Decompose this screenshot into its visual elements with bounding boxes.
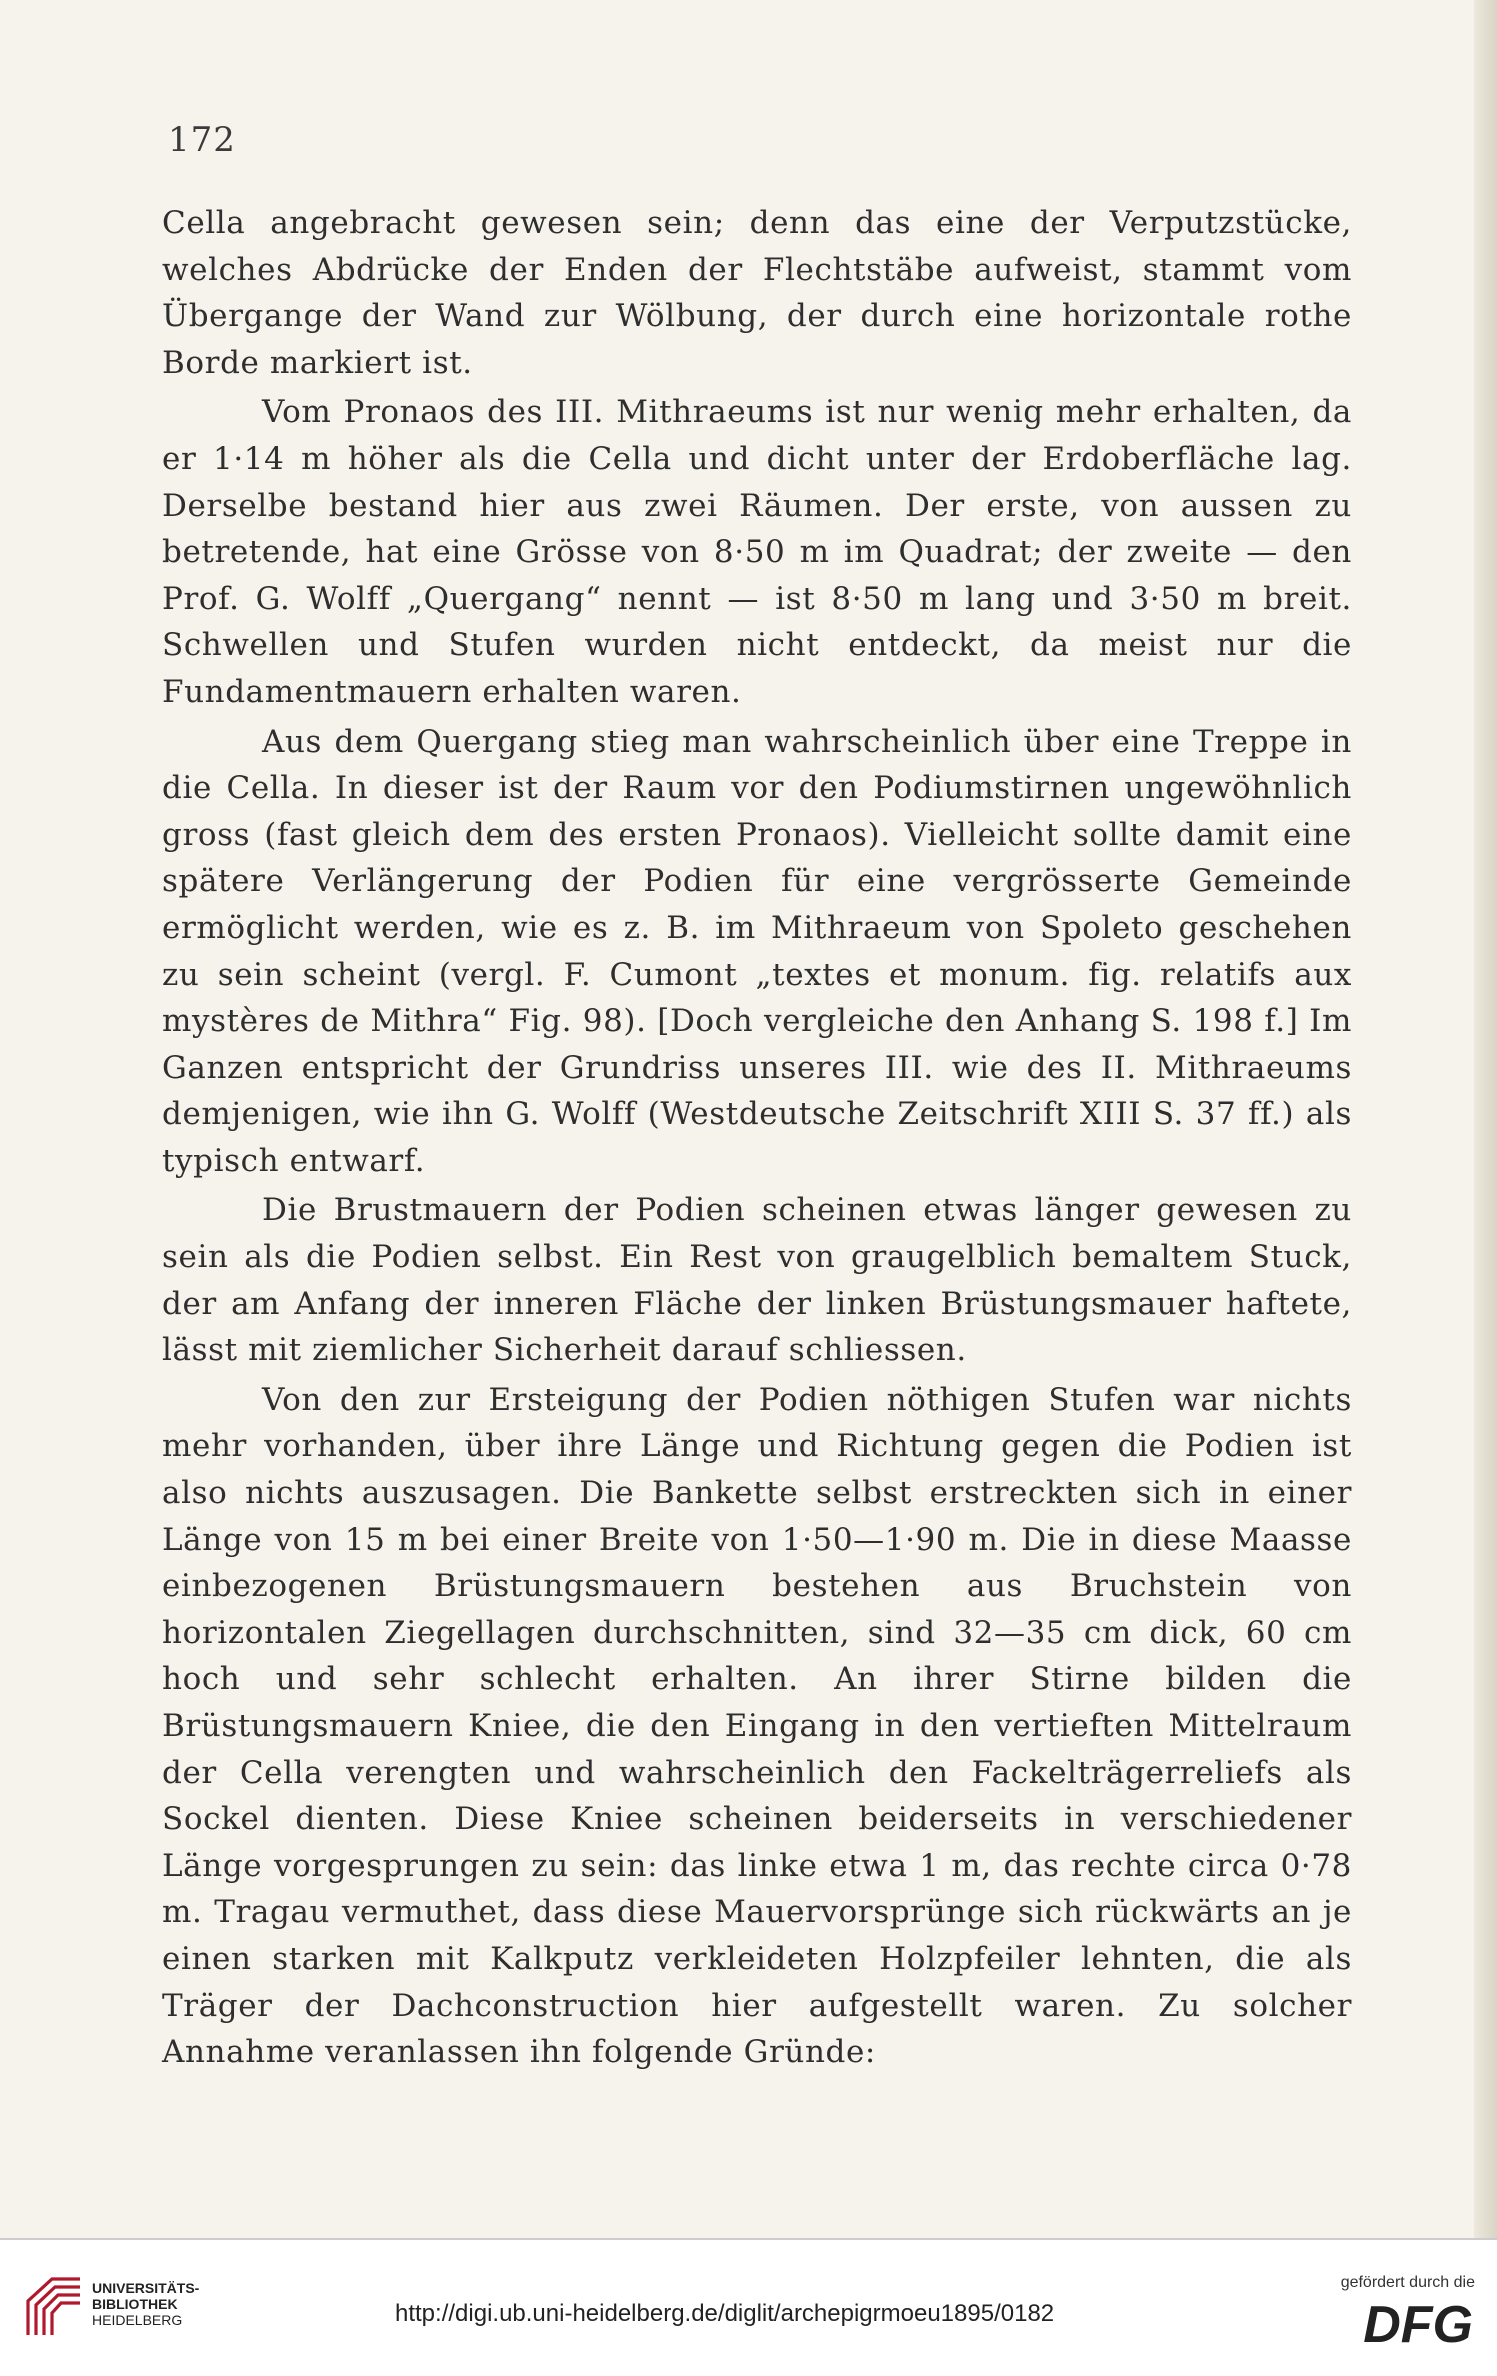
library-name-line-1: UNIVERSITÄTS- — [92, 2280, 200, 2296]
paragraph-4: Die Brustmauern der Podien scheinen etwas länger gewesen zu sein als die Podien selbst. Ein Rest von graugelblich bemaltem Stuck, der am Anfang der inneren Fläche der linken Brüstungsmauer haftete, lässt mit ziemlicher Sicherheit darauf schliessen. — [162, 1192, 1352, 1369]
digitization-footer — [0, 2238, 1497, 2376]
library-name-line-3: HEIDELBERG — [92, 2312, 183, 2328]
dfg-logo-icon — [1325, 2298, 1475, 2346]
ub-heidelberg-logo-icon — [22, 2275, 86, 2339]
permalink-url[interactable]: http://digi.ub.uni-heidelberg.de/diglit/archepigrmoeu1895/0182 — [395, 2300, 1055, 2327]
library-name — [92, 2280, 199, 2328]
paragraph-3: Aus dem Quergang stieg man wahrscheinlich über eine Treppe in die Cella. In dieser ist der Raum vor den Podiumstirnen ungewöhnlich gross (fast gleich dem des ersten Pronaos). Vielleicht sollte damit eine spätere Verlängerung der Podien für eine vergrösserte Gemeinde ermöglicht werden, wie es z. B. im Mithraeum von Spoleto geschehen zu sein scheint (vergl. F. Cumont „textes et monum. fig. relatifs aux mystères de Mithra“ Fig. 98). [Doch vergleiche den Anhang S. 198 f.] Im Ganzen entspricht der Grundriss unseres III. wie des II. Mithraeums demjenigen, wie ihn G. Wolff (Westdeutsche Zeitschrift XIII S. 37 ff.) als typisch entwarf. — [162, 723, 1352, 1179]
funded-by-label: gefördert durch die — [1340, 2274, 1475, 2291]
body-text — [162, 200, 1352, 2079]
paragraph-2: Vom Pronaos des III. Mithraeums ist nur wenig mehr erhalten, da er 1·14 m höher als die Cella und dicht unter der Erdoberfläche lag. Derselbe bestand hier aus zwei Räumen. Der erste, von aussen zu betretende, hat eine Grösse von 8·50 m im Quadrat; der zweite — den Prof. G. Wolff „Quergang“ nennt — ist 8·50 m lang und 3·50 m breit. Schwellen und Stufen wurden nicht entdeckt, da meist nur die Fundamentmauern erhalten waren. — [162, 394, 1352, 710]
page-number: 172 — [168, 120, 236, 160]
page-edge-shadow — [1474, 0, 1497, 2238]
paragraph-1: Cella angebracht gewesen sein; denn das eine der Verputzstücke, welches Abdrücke der Enden der Flechtstäbe aufweist, stammt vom Übergange der Wand zur Wölbung, der durch eine horizontale rothe Borde markiert ist. — [162, 205, 1352, 381]
paragraph-5: Von den zur Ersteigung der Podien nöthigen Stufen war nichts mehr vorhanden, über ihre Länge und Richtung gegen die Podien ist also nichts auszusagen. Die Bankette selbst erstreckten sich in einer Länge von 15 m bei einer Breite von 1·50—1·90 m. Die in diese Maasse einbezogenen Brüstungsmauern bestehen aus Bruchstein von horizontalen Ziegellagen durchschnitten, sind 32—35 cm dick, 60 cm hoch und sehr schlecht erhalten. An ihrer Stirne bilden die Brüstungsmauern Kniee, die den Eingang in den vertieften Mittelraum der Cella verengten und wahrscheinlich den Fackelträgerreliefs als Sockel dienten. Diese Kniee scheinen beiderseits in verschiedener Länge vorgesprungen zu sein: das linke etwa 1 m, das rechte circa 0·78 m. Tragau vermuthet, dass diese Mauervorsprünge sich rückwärts an je einen starken mit Kalkputz verkleideten Holzpfeiler lehnten, die als Träger der Dachconstruction hier aufgestellt waren. Zu solcher Annahme veranlassen ihn folgende Gründe: — [162, 1381, 1352, 2071]
library-name-line-2: BIBLIOTHEK — [92, 2296, 178, 2312]
funding-credit — [1325, 2274, 1475, 2346]
svg-text:DFG: DFG — [1363, 2298, 1473, 2346]
